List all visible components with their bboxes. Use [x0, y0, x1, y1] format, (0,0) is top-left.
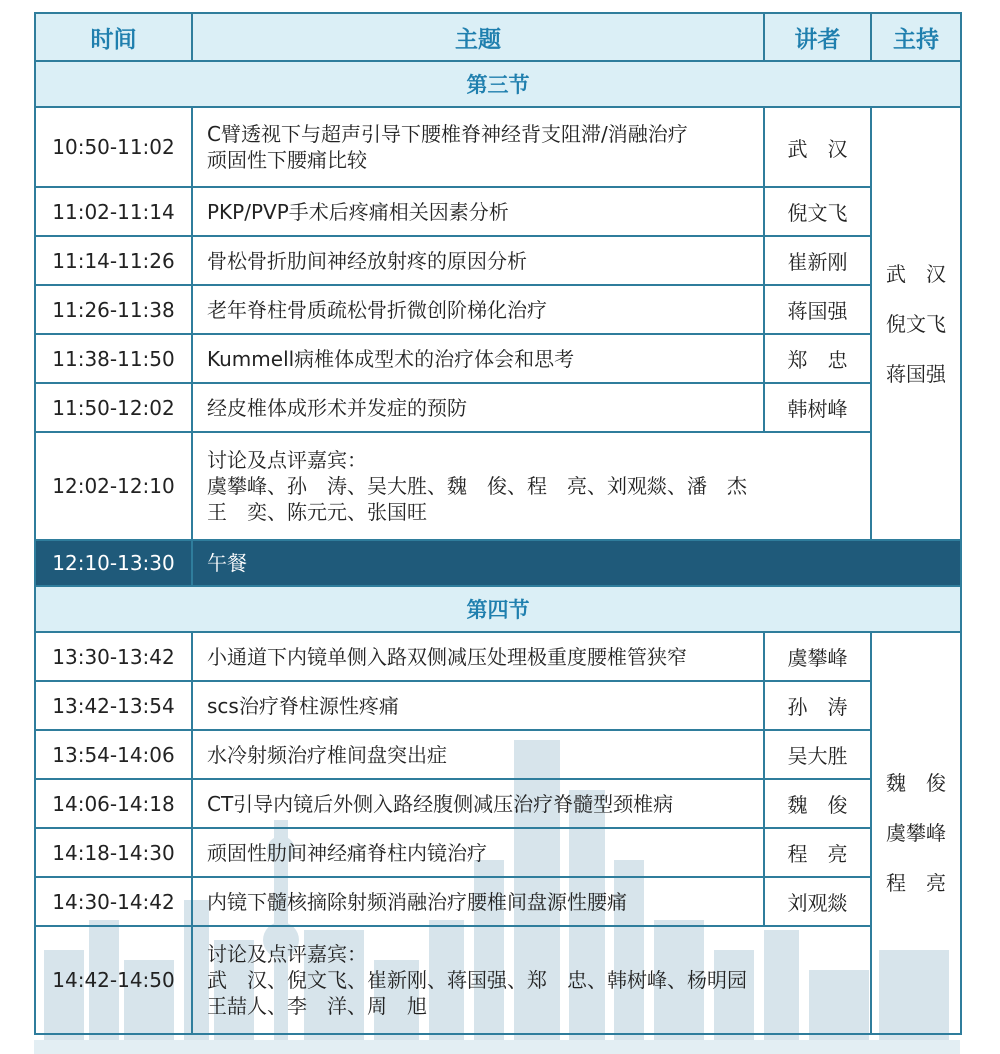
session-topic: 水冷射频治疗椎间盘突出症: [192, 730, 764, 779]
discussion-time: 14:42-14:50: [35, 926, 192, 1034]
table-row: [35, 383, 961, 432]
section-row: [35, 586, 961, 632]
session-time: 11:50-12:02: [35, 383, 192, 432]
session-topic: PKP/PVP手术后疼痛相关因素分析: [192, 187, 764, 236]
session-speaker: 武 汉: [764, 107, 871, 187]
bottom-strip: [34, 1040, 960, 1054]
discussion-row: [35, 432, 961, 540]
session-time: 11:38-11:50: [35, 334, 192, 383]
session-topic: 顽固性肋间神经痛脊柱内镜治疗: [192, 828, 764, 877]
session-topic: CT引导内镜后外侧入路经腹侧减压治疗脊髓型颈椎病: [192, 779, 764, 828]
header-topic: 主题: [192, 13, 764, 61]
session-speaker: 蒋国强: [764, 285, 871, 334]
header-row: [35, 13, 961, 61]
session-speaker: 韩树峰: [764, 383, 871, 432]
session-speaker: 郑 忠: [764, 334, 871, 383]
header-time: 时间: [35, 13, 192, 61]
topic-line: 顽固性下腰痛比较: [207, 148, 367, 172]
section-title: 第四节: [35, 586, 961, 632]
discussion-guests: [192, 926, 871, 1034]
session-time: 14:30-14:42: [35, 877, 192, 926]
session-topic: 内镜下髓核摘除射频消融治疗腰椎间盘源性腰痛: [192, 877, 764, 926]
table-row: [35, 730, 961, 779]
table-row: [35, 632, 961, 681]
session-speaker: 程 亮: [764, 828, 871, 877]
session-speaker: 魏 俊: [764, 779, 871, 828]
lunch-row: [35, 540, 961, 586]
session-topic: scs治疗脊柱源性疼痛: [192, 681, 764, 730]
section-hosts: [871, 107, 961, 540]
discussion-line: 武 汉、倪文飞、崔新刚、蒋国强、郑 忠、韩树峰、杨明园: [207, 968, 747, 992]
discussion-line: 虞攀峰、孙 涛、吴大胜、魏 俊、程 亮、刘观燚、潘 杰: [207, 474, 747, 498]
schedule-container: [34, 12, 960, 1035]
session-time: 13:30-13:42: [35, 632, 192, 681]
session-time: 14:18-14:30: [35, 828, 192, 877]
session-time: 11:14-11:26: [35, 236, 192, 285]
session-topic: [192, 107, 764, 187]
session-topic: 骨松骨折肋间神经放射疼的原因分析: [192, 236, 764, 285]
table-row: [35, 828, 961, 877]
discussion-line: 王 奕、陈元元、张国旺: [207, 500, 427, 524]
discussion-guests: [192, 432, 871, 540]
table-row: [35, 236, 961, 285]
table-row: [35, 681, 961, 730]
session-time: 11:02-11:14: [35, 187, 192, 236]
host-name: 虞攀峰: [886, 821, 946, 845]
schedule-table: [34, 12, 962, 1035]
session-topic: 小通道下内镜单侧入路双侧减压处理极重度腰椎管狭窄: [192, 632, 764, 681]
table-row: [35, 107, 961, 187]
session-topic: Kummell病椎体成型术的治疗体会和思考: [192, 334, 764, 383]
lunch-label: 午餐: [192, 540, 961, 586]
session-time: 14:06-14:18: [35, 779, 192, 828]
discussion-line: 讨论及点评嘉宾：: [207, 448, 367, 472]
table-row: [35, 285, 961, 334]
header-speaker: 讲者: [764, 13, 871, 61]
session-speaker: 崔新刚: [764, 236, 871, 285]
table-row: [35, 877, 961, 926]
discussion-time: 12:02-12:10: [35, 432, 192, 540]
table-row: [35, 334, 961, 383]
lunch-time: 12:10-13:30: [35, 540, 192, 586]
session-time: 13:42-13:54: [35, 681, 192, 730]
section-row: [35, 61, 961, 107]
topic-line: C臂透视下与超声引导下腰椎脊神经背支阻滞/消融治疗: [207, 122, 688, 146]
session-topic: 经皮椎体成形术并发症的预防: [192, 383, 764, 432]
discussion-line: 讨论及点评嘉宾：: [207, 942, 367, 966]
section-hosts: [871, 632, 961, 1034]
host-name: 程 亮: [886, 871, 946, 895]
table-row: [35, 779, 961, 828]
host-name: 魏 俊: [886, 771, 946, 795]
session-speaker: 孙 涛: [764, 681, 871, 730]
header-host: 主持: [871, 13, 961, 61]
session-speaker: 吴大胜: [764, 730, 871, 779]
host-name: 武 汉: [886, 261, 946, 286]
session-speaker: 倪文飞: [764, 187, 871, 236]
session-speaker: 刘观燚: [764, 877, 871, 926]
discussion-line: 王喆人、李 洋、周 旭: [207, 994, 427, 1018]
discussion-row: [35, 926, 961, 1034]
session-time: 10:50-11:02: [35, 107, 192, 187]
table-row: [35, 187, 961, 236]
host-name: 蒋国强: [886, 361, 946, 386]
session-topic: 老年脊柱骨质疏松骨折微创阶梯化治疗: [192, 285, 764, 334]
section-title: 第三节: [35, 61, 961, 107]
session-time: 13:54-14:06: [35, 730, 192, 779]
session-time: 11:26-11:38: [35, 285, 192, 334]
session-speaker: 虞攀峰: [764, 632, 871, 681]
host-name: 倪文飞: [886, 311, 946, 336]
